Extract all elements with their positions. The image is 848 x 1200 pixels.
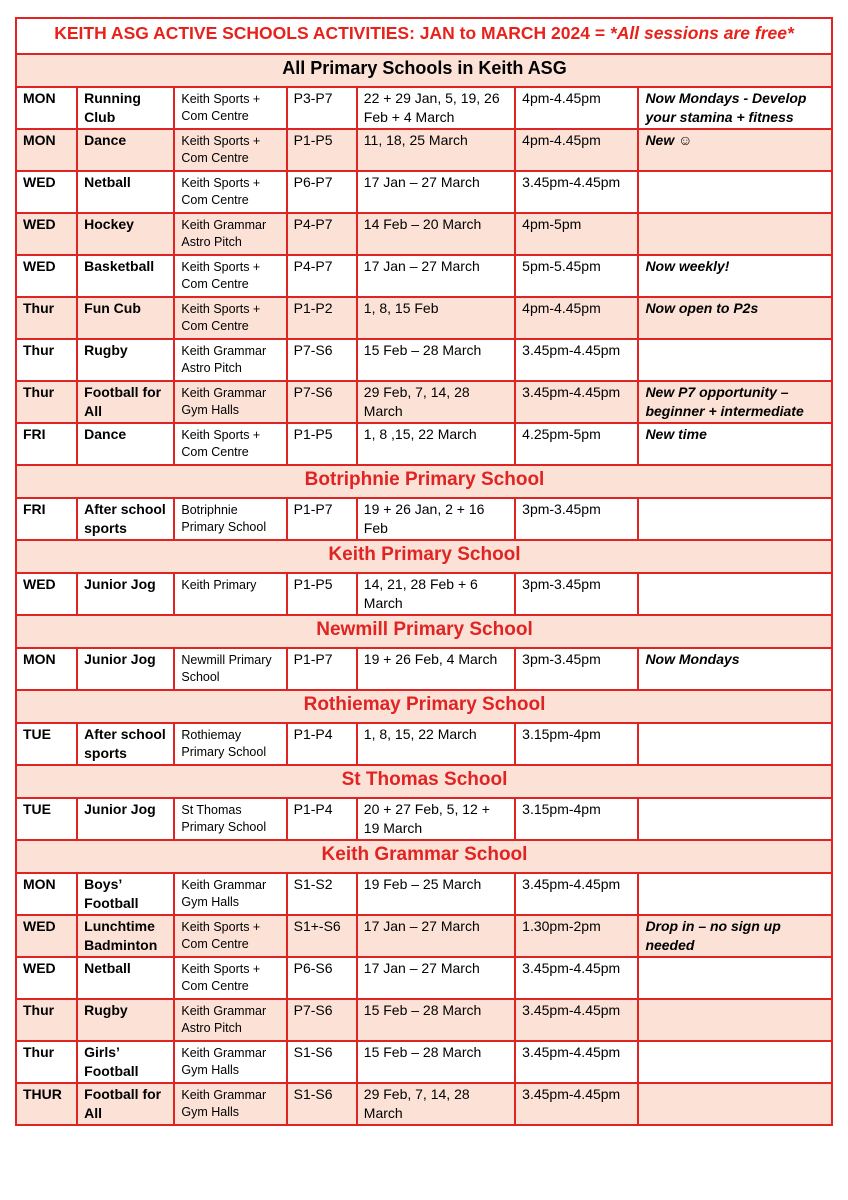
time-cell: 4pm-4.45pm [515,129,638,171]
dates-cell: 17 Jan – 27 March [357,255,515,297]
notes-cell: New ☺ [638,129,832,171]
notes-cell [638,339,832,381]
day-cell: MON [16,648,77,690]
activity-cell: Basketball [77,255,174,297]
day-cell: Thur [16,381,77,423]
activity-cell: After school sports [77,723,174,765]
dates-cell: 19 + 26 Jan, 2 + 16 Feb [357,498,515,540]
schedule-body [16,18,832,1125]
table-row [16,723,832,765]
day-cell: WED [16,171,77,213]
notes-cell: New P7 opportunity – beginner + intermediate [638,381,832,423]
page-title [16,18,832,54]
dates-cell: 17 Jan – 27 March [357,171,515,213]
table-row [16,573,832,615]
dates-cell: 20 + 27 Feb, 5, 12 + 19 March [357,798,515,840]
stage-cell: P4-P7 [287,255,357,297]
title-main: KEITH ASG ACTIVE SCHOOLS ACTIVITIES: JAN to MARCH 2024 = [54,23,610,43]
activity-cell: Junior Jog [77,798,174,840]
stage-cell: P1-P5 [287,423,357,465]
section-heading-row [16,765,832,798]
stage-cell: P1-P5 [287,129,357,171]
notes-cell [638,873,832,915]
activity-cell: Running Club [77,87,174,129]
title-free-note: *All sessions are free* [609,23,794,43]
stage-cell: P1-P4 [287,723,357,765]
notes-cell: New time [638,423,832,465]
day-cell: THUR [16,1083,77,1125]
section-heading: Keith Primary School [16,540,832,573]
day-cell: Thur [16,1041,77,1083]
dates-cell: 22 + 29 Jan, 5, 19, 26 Feb + 4 March [357,87,515,129]
table-row [16,129,832,171]
stage-cell: P3-P7 [287,87,357,129]
notes-cell [638,798,832,840]
day-cell: WED [16,573,77,615]
venue-cell: Keith Sports + Com Centre [174,915,286,957]
activity-cell: After school sports [77,498,174,540]
stage-cell: P1-P7 [287,498,357,540]
table-row [16,915,832,957]
day-cell: WED [16,957,77,999]
dates-cell: 29 Feb, 7, 14, 28 March [357,1083,515,1125]
activity-cell: Netball [77,957,174,999]
day-cell: FRI [16,423,77,465]
table-row [16,255,832,297]
table-row [16,297,832,339]
section-heading: Rothiemay Primary School [16,690,832,723]
dates-cell: 29 Feb, 7, 14, 28 March [357,381,515,423]
notes-cell [638,1083,832,1125]
day-cell: WED [16,255,77,297]
activity-cell: Junior Jog [77,573,174,615]
section-heading: St Thomas School [16,765,832,798]
table-row [16,498,832,540]
venue-cell: Rothiemay Primary School [174,723,286,765]
stage-cell: P4-P7 [287,213,357,255]
notes-cell [638,723,832,765]
time-cell: 3.45pm-4.45pm [515,873,638,915]
venue-cell: Keith Sports + Com Centre [174,255,286,297]
dates-cell: 19 Feb – 25 March [357,873,515,915]
table-row [16,957,832,999]
time-cell: 3.15pm-4pm [515,798,638,840]
section-heading: Newmill Primary School [16,615,832,648]
time-cell: 1.30pm-2pm [515,915,638,957]
day-cell: MON [16,129,77,171]
venue-cell: St Thomas Primary School [174,798,286,840]
table-row [16,381,832,423]
notes-cell [638,999,832,1041]
day-cell: MON [16,87,77,129]
activity-cell: Netball [77,171,174,213]
activity-cell: Hockey [77,213,174,255]
notes-cell [638,213,832,255]
notes-cell [638,498,832,540]
section-heading-row [16,840,832,873]
day-cell: Thur [16,999,77,1041]
table-row [16,423,832,465]
time-cell: 4.25pm-5pm [515,423,638,465]
venue-cell: Keith Primary [174,573,286,615]
venue-cell: Keith Grammar Astro Pitch [174,213,286,255]
stage-cell: S1+-S6 [287,915,357,957]
time-cell: 3pm-3.45pm [515,573,638,615]
activity-cell: Junior Jog [77,648,174,690]
day-cell: Thur [16,339,77,381]
activity-cell: Football for All [77,1083,174,1125]
section-heading: All Primary Schools in Keith ASG [16,54,832,87]
activity-cell: Dance [77,129,174,171]
table-row [16,798,832,840]
venue-cell: Keith Grammar Gym Halls [174,1041,286,1083]
venue-cell: Keith Grammar Astro Pitch [174,339,286,381]
stage-cell: S1-S2 [287,873,357,915]
venue-cell: Keith Sports + Com Centre [174,129,286,171]
notes-cell [638,573,832,615]
venue-cell: Keith Grammar Gym Halls [174,381,286,423]
time-cell: 3.15pm-4pm [515,723,638,765]
stage-cell: P6-P7 [287,171,357,213]
section-heading-row [16,615,832,648]
time-cell: 3.45pm-4.45pm [515,381,638,423]
venue-cell: Keith Grammar Gym Halls [174,1083,286,1125]
dates-cell: 19 + 26 Feb, 4 March [357,648,515,690]
section-heading-row [16,540,832,573]
venue-cell: Keith Sports + Com Centre [174,171,286,213]
notes-cell: Now Mondays - Develop your stamina + fitness [638,87,832,129]
venue-cell: Keith Sports + Com Centre [174,87,286,129]
stage-cell: S1-S6 [287,1041,357,1083]
day-cell: MON [16,873,77,915]
section-heading-row [16,465,832,498]
day-cell: WED [16,213,77,255]
time-cell: 4pm-4.45pm [515,297,638,339]
venue-cell: Keith Sports + Com Centre [174,297,286,339]
activity-cell: Boys’ Football [77,873,174,915]
activity-cell: Lunchtime Badminton [77,915,174,957]
stage-cell: S1-S6 [287,1083,357,1125]
table-row [16,87,832,129]
dates-cell: 1, 8 ,15, 22 March [357,423,515,465]
day-cell: FRI [16,498,77,540]
notes-cell [638,171,832,213]
activity-cell: Rugby [77,999,174,1041]
dates-cell: 1, 8, 15, 22 March [357,723,515,765]
time-cell: 3.45pm-4.45pm [515,957,638,999]
dates-cell: 15 Feb – 28 March [357,999,515,1041]
table-row [16,1083,832,1125]
dates-cell: 17 Jan – 27 March [357,957,515,999]
notes-cell: Now Mondays [638,648,832,690]
dates-cell: 14 Feb – 20 March [357,213,515,255]
time-cell: 3.45pm-4.45pm [515,1083,638,1125]
day-cell: Thur [16,297,77,339]
table-row [16,999,832,1041]
stage-cell: P1-P2 [287,297,357,339]
dates-cell: 17 Jan – 27 March [357,915,515,957]
stage-cell: P7-S6 [287,339,357,381]
day-cell: TUE [16,723,77,765]
table-row [16,873,832,915]
notes-cell: Drop in – no sign up needed [638,915,832,957]
time-cell: 3.45pm-4.45pm [515,1041,638,1083]
venue-cell: Newmill Primary School [174,648,286,690]
time-cell: 3.45pm-4.45pm [515,999,638,1041]
venue-cell: Keith Sports + Com Centre [174,423,286,465]
title-row [16,18,832,54]
notes-cell: Now weekly! [638,255,832,297]
section-heading: Keith Grammar School [16,840,832,873]
section-heading-row [16,54,832,87]
notes-cell [638,957,832,999]
table-row [16,213,832,255]
dates-cell: 15 Feb – 28 March [357,1041,515,1083]
dates-cell: 15 Feb – 28 March [357,339,515,381]
table-row [16,1041,832,1083]
time-cell: 3pm-3.45pm [515,648,638,690]
notes-cell: Now open to P2s [638,297,832,339]
dates-cell: 11, 18, 25 March [357,129,515,171]
table-row [16,648,832,690]
time-cell: 3pm-3.45pm [515,498,638,540]
time-cell: 5pm-5.45pm [515,255,638,297]
venue-cell: Keith Sports + Com Centre [174,957,286,999]
stage-cell: P1-P4 [287,798,357,840]
dates-cell: 1, 8, 15 Feb [357,297,515,339]
section-heading-row [16,690,832,723]
activities-schedule-table [15,17,833,1126]
activity-cell: Dance [77,423,174,465]
dates-cell: 14, 21, 28 Feb + 6 March [357,573,515,615]
venue-cell: Keith Grammar Gym Halls [174,873,286,915]
time-cell: 3.45pm-4.45pm [515,171,638,213]
day-cell: TUE [16,798,77,840]
time-cell: 4pm-5pm [515,213,638,255]
notes-cell [638,1041,832,1083]
table-row [16,171,832,213]
activity-cell: Girls’ Football [77,1041,174,1083]
day-cell: WED [16,915,77,957]
stage-cell: P7-S6 [287,381,357,423]
activity-cell: Fun Cub [77,297,174,339]
time-cell: 3.45pm-4.45pm [515,339,638,381]
table-row [16,339,832,381]
activity-cell: Football for All [77,381,174,423]
stage-cell: P1-P7 [287,648,357,690]
venue-cell: Botriphnie Primary School [174,498,286,540]
stage-cell: P6-S6 [287,957,357,999]
time-cell: 4pm-4.45pm [515,87,638,129]
activity-cell: Rugby [77,339,174,381]
section-heading: Botriphnie Primary School [16,465,832,498]
stage-cell: P1-P5 [287,573,357,615]
stage-cell: P7-S6 [287,999,357,1041]
venue-cell: Keith Grammar Astro Pitch [174,999,286,1041]
